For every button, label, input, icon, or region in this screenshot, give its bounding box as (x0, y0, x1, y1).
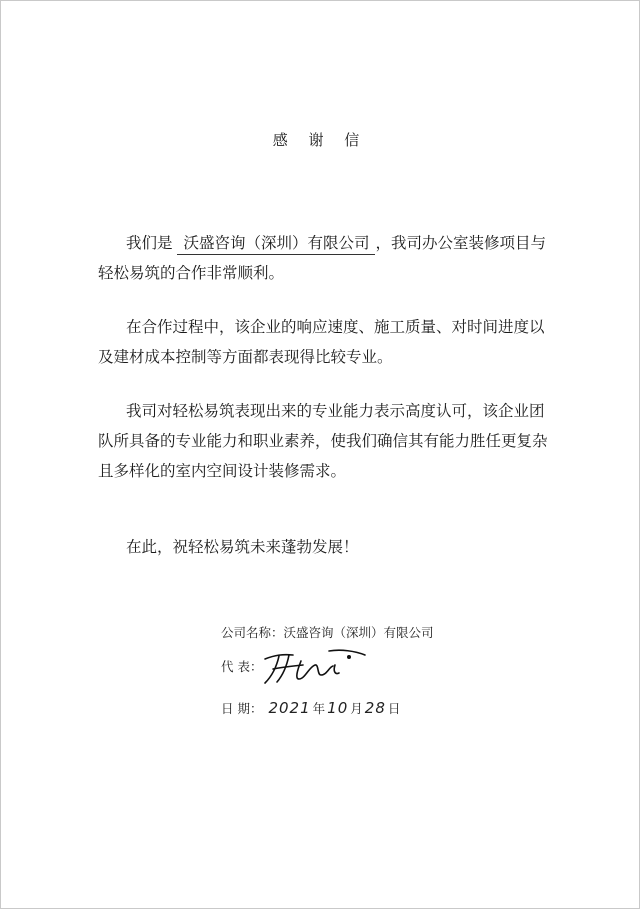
company-line (221, 623, 434, 641)
p3-text: 我司对轻松易筑表现出来的专业能力表示高度认可，该企业团队所具备的专业能力和职业素养，使我们确信其有能力胜任更复杂且多样化的室内空间设计装修需求。 (98, 402, 548, 480)
date-line (221, 699, 400, 717)
paragraph-4 (98, 532, 558, 562)
company-name-underlined: 沃盛咨询（深圳）有限公司 (177, 232, 375, 255)
company-label: 公司名称： (221, 625, 284, 640)
representative-line (221, 657, 262, 675)
date-day: 28 (364, 699, 386, 717)
p4-text: 在此，祝轻松易筑未来蓬勃发展！ (126, 538, 359, 556)
date-label: 日 期： (221, 701, 263, 716)
date-year: 2021 (268, 699, 311, 717)
representative-label: 代 表： (221, 659, 263, 674)
p1-suffix: ，我司办公室装修项目与轻松易筑的合作非常顺利。 (98, 234, 546, 282)
paragraph-2 (98, 312, 558, 372)
paragraph-3 (98, 396, 558, 486)
date-month-unit: 月 (350, 701, 363, 716)
company-value: 沃盛咨询（深圳）有限公司 (283, 625, 434, 640)
paragraph-1 (98, 228, 558, 288)
date-day-unit: 日 (387, 701, 401, 716)
date-month: 10 (327, 699, 349, 717)
date-year-unit: 年 (312, 701, 326, 716)
handwritten-signature (259, 645, 371, 687)
p2-text: 在合作过程中，该企业的响应速度、施工质量、对时间进度以及建材成本控制等方面都表现得比较专业。 (98, 318, 545, 366)
p1-prefix: 我们是 (126, 234, 173, 252)
letter-title: 感 谢 信 (272, 131, 368, 149)
